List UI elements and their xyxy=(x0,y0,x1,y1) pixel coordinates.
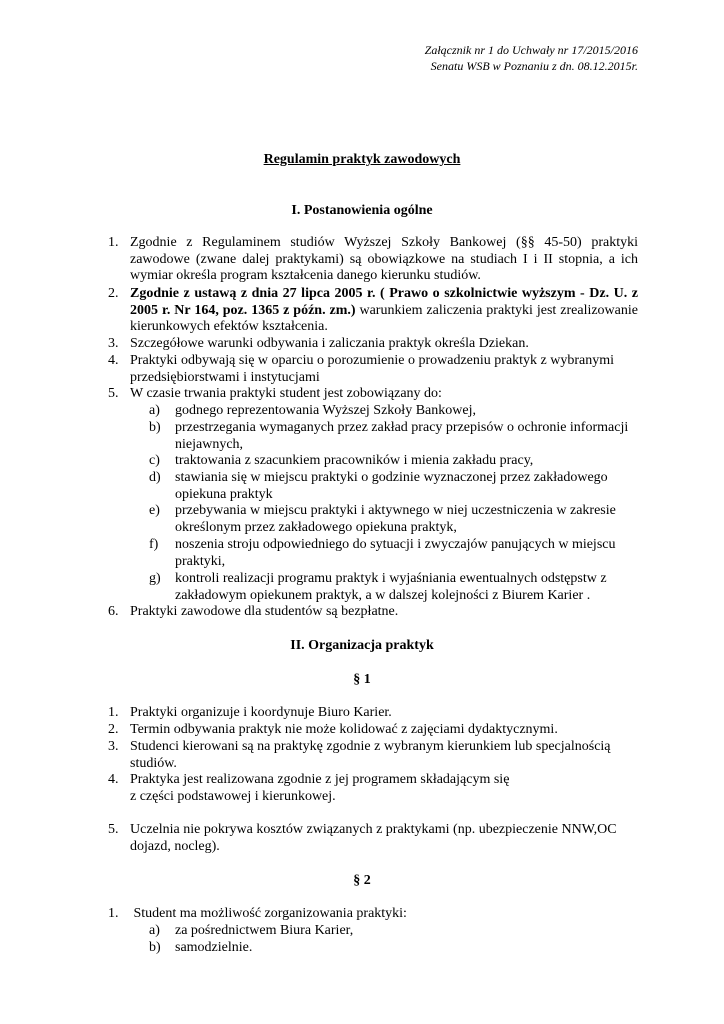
item-text: W czasie trwania praktyki student jest zobowiązany do: xyxy=(130,386,442,401)
sub-list-item xyxy=(149,403,641,420)
sub-item-letter: e) xyxy=(149,503,160,518)
list-item xyxy=(108,336,638,353)
paragraph-2-heading: § 2 xyxy=(353,873,371,888)
sub-item-text: kontroli realizacji programu praktyk i wyjaśniania ewentualnych odstępstw z zakładowym opiekunem praktyk, a w dalszej kolejności z Biurem Karier . xyxy=(175,571,607,603)
section-1-heading: I. Postanowienia ogólne xyxy=(291,203,433,218)
sub-item-text: traktowania z szacunkiem pracowników i mienia zakładu pracy, xyxy=(175,453,534,468)
item-text xyxy=(130,286,638,336)
sub-item-letter: d) xyxy=(149,470,161,485)
attachment-note-line-1: Załącznik nr 1 do Uchwały nr 17/2015/2016 xyxy=(424,43,638,57)
sub-item-letter: b) xyxy=(149,420,161,435)
item-text: Studenci kierowani są na praktykę zgodnie z wybranym kierunkiem lub specjalnością studiów. xyxy=(130,739,611,771)
item-number: 5. xyxy=(108,386,119,401)
sub-list-item xyxy=(149,420,641,453)
sub-list-item xyxy=(149,571,641,604)
item-number: 3. xyxy=(108,739,119,754)
item-text: Zgodnie z Regulaminem studiów Wyższej Szkoły Bankowej (§§ 45-50) praktyki zawodowe (zwane dalej praktykami) są obowiązkowe na studiach I i II stopnia, a ich wymiar określa program kształcenia danego kierunku studiów. xyxy=(130,235,638,283)
item-number: 5. xyxy=(108,822,119,837)
item-text: Uczelnia nie pokrywa kosztów związanych z praktykami (np. ubezpieczenie NNW,OC dojazd, nocleg). xyxy=(130,822,617,854)
item-text: Szczegółowe warunki odbywania i zaliczania praktyk określa Dziekan. xyxy=(130,336,529,351)
item-number: 6. xyxy=(108,604,119,619)
item-text: Praktyki organizuje i koordynuje Biuro Karier. xyxy=(130,705,392,720)
sub-list-item xyxy=(149,470,641,503)
sub-item-text: godnego reprezentowania Wyższej Szkoły Bankowej, xyxy=(175,403,476,418)
sub-item-letter: a) xyxy=(149,923,160,938)
list-item xyxy=(108,722,638,739)
sub-list-item xyxy=(149,923,641,940)
list-item xyxy=(108,739,628,772)
sub-item-letter: f) xyxy=(149,537,159,552)
sub-item-letter: c) xyxy=(149,453,160,468)
item-text: Student ma możliwość zorganizowania praktyki: xyxy=(130,906,407,921)
sub-list-item xyxy=(149,453,641,470)
list-item xyxy=(108,353,638,386)
item-number: 4. xyxy=(108,353,119,368)
sub-item-text: samodzielnie. xyxy=(175,940,253,955)
item-text-regular: warunkiem zaliczenia praktyki jest zrealizowanie kierunkowych efektów kształcenia. xyxy=(130,302,638,334)
attachment-note-line-2: Senatu WSB w Poznaniu z dn. 08.12.2015r. xyxy=(430,59,638,73)
item-text-bold: Zgodnie z ustawą z dnia 27 lipca 2005 r. ( Prawo o szkolnictwie wyższym - Dz. U. z 2005 r. Nr 164, poz. 1365 z późn. zm.) xyxy=(130,286,638,318)
list-item xyxy=(108,386,638,403)
sub-item-text: przebywania w miejscu praktyki i aktywnego w niej uczestniczenia w zakresie określonym przez zakładowego opiekuna praktyk, xyxy=(175,503,616,535)
document-title: Regulamin praktyk zawodowych xyxy=(263,152,461,167)
section-2-heading: II. Organizacja praktyk xyxy=(290,638,434,653)
item-number: 3. xyxy=(108,336,119,351)
sub-item-text: przestrzegania wymaganych przez zakład pracy przepisów o ochronie informacji niejawnych, xyxy=(175,420,629,452)
item-text: Praktyki zawodowe dla studentów są bezpłatne. xyxy=(130,604,399,619)
list-item xyxy=(108,604,638,621)
item-number: 1. xyxy=(108,235,119,250)
item-number: 4. xyxy=(108,772,119,787)
list-item xyxy=(108,772,518,805)
list-item xyxy=(108,235,638,285)
list-item xyxy=(108,822,638,855)
sub-item-letter: a) xyxy=(149,403,160,418)
item-text: Praktyka jest realizowana zgodnie z jej programem składającym się z części podstawowej i kierunkowej. xyxy=(130,772,510,804)
sub-item-letter: g) xyxy=(149,571,161,586)
sub-item-text: za pośrednictwem Biura Karier, xyxy=(175,923,354,938)
item-number: 2. xyxy=(108,722,119,737)
sub-list-item xyxy=(149,503,641,536)
list-item xyxy=(108,906,638,923)
item-text: Termin odbywania praktyk nie może kolidować z zajęciami dydaktycznymi. xyxy=(130,722,558,737)
item-number: 1. xyxy=(108,705,119,720)
attachment-note xyxy=(425,42,638,74)
item-number: 1. xyxy=(108,906,119,921)
list-item xyxy=(108,705,638,722)
sub-item-text: noszenia stroju odpowiedniego do sytuacji i zwyczajów panujących w miejscu praktyki, xyxy=(175,537,616,569)
paragraph-1-heading: § 1 xyxy=(353,672,371,687)
item-number: 2. xyxy=(108,286,119,301)
sub-item-letter: b) xyxy=(149,940,161,955)
item-text: Praktyki odbywają się w oparciu o porozumienie o prowadzeniu praktyk z wybranymi przedsiębiorstwami i instytucjami xyxy=(130,353,615,385)
list-item xyxy=(108,286,638,336)
sub-list-item xyxy=(149,940,641,957)
sub-list-item xyxy=(149,537,641,570)
sub-item-text: stawiania się w miejscu praktyki o godzinie wyznaczonej przez zakładowego opiekuna praktyk xyxy=(175,470,608,502)
